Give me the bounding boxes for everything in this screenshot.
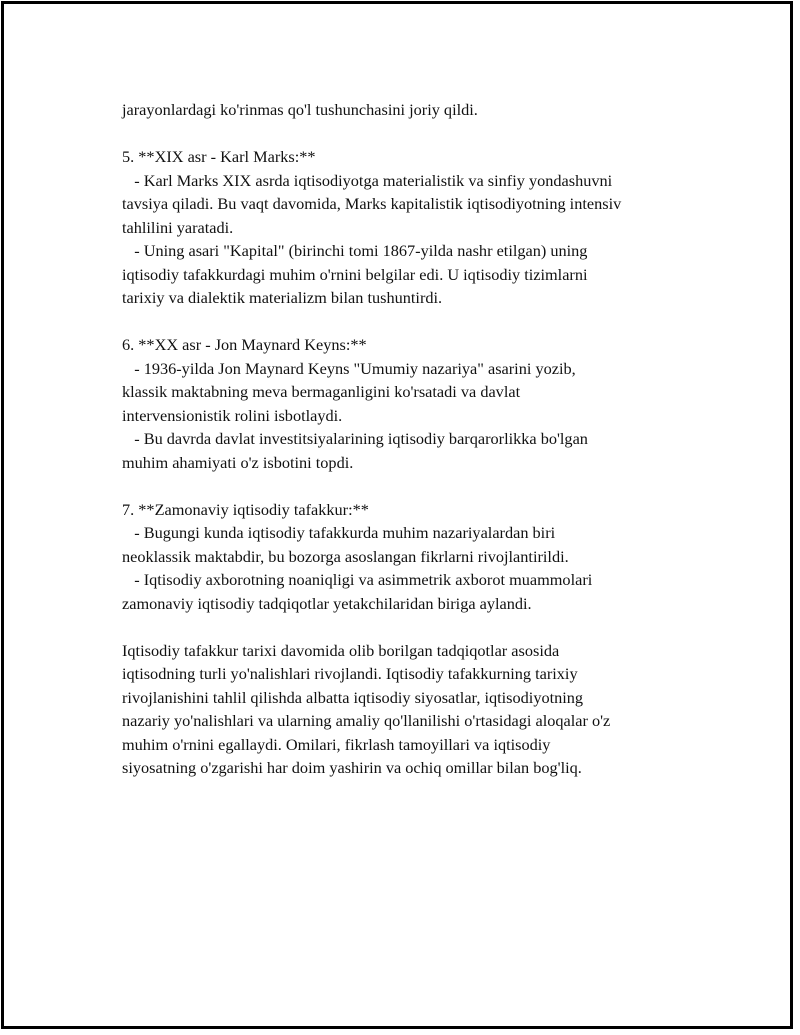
text-line: 6. **XX asr - Jon Maynard Keyns:** [122,335,367,354]
paragraph-gap [122,615,722,639]
text-line: rivojlanishini tahlil qilishda albatta iqtisodiy siyosatlar, iqtisodiyotning [122,687,584,707]
page-frame [1,1,793,1029]
text-line: zamonaviy iqtisodiy tadqiqotlar yetakchilaridan biriga aylandi. [122,593,532,613]
text-line: - Karl Marks XIX asrda iqtisodiyotga materialistik va sinfiy yondashuvni [122,170,613,190]
text-line: - Bu davrda davlat investitsiyalarining iqtisodiy barqarorlikka bo'lgan [122,429,588,448]
text-line: Iqtisodiy tafakkur tarixi davomida olib borilgan tadqiqotlar asosida [122,640,560,660]
text-line: - Bugungi kunda iqtisodiy tafakkurda muhim nazariyalardan biri [122,523,556,542]
text-line: neoklassik maktabdir, bu bozorga asoslangan fikrlarni rivojlantirildi. [122,546,569,566]
paragraph-gap [122,310,722,334]
text-line: siyosatning o'zgarishi har doim yashirin va ochiq omillar bilan bog'liq. [122,758,582,777]
paragraph-gap [122,122,722,146]
text-line: nazariy yo'nalishlari va ularning amaliy qo'llanilishi o'rtasidagi aloqalar o'z [122,711,611,730]
text-line: 5. **XIX asr - Karl Marks:** [122,147,316,166]
text-line: tavsiya qiladi. Bu vaqt davomida, Marks kapitalistik iqtisodiyotning intensiv [122,194,622,213]
text-line: tarixiy va dialektik materializm bilan tushuntirdi. [122,288,443,307]
text-line: 7. **Zamonaviy iqtisodiy tafakkur:** [122,499,369,519]
text-line: tahlilini yaratadi. [122,217,234,237]
document-body [122,98,722,780]
text-line: - Uning asari "Kapital" (birinchi tomi 1867-yilda nashr etilgan) uning [122,241,588,260]
text-line: muhim o'rnini egallaydi. Omilari, fikrlash tamoyillari va iqtisodiy [122,734,551,754]
text-line: iqtisodiy tafakkurdagi muhim o'rnini belgilar edi. U iqtisodiy tizimlarni [122,264,588,284]
text-line: - Iqtisodiy axborotning noaniqligi va asimmetrik axborot muammolari [122,570,593,589]
paragraph-gap [122,474,722,498]
text-line: muhim ahamiyati o'z isbotini topdi. [122,452,354,472]
text-line: iqtisodning turli yo'nalishlari rivojlandi. Iqtisodiy tafakkurning tarixiy [122,664,578,683]
text-line: klassik maktabning meva bermaganligini ko'rsatadi va davlat [122,382,521,401]
text-line: - 1936-yilda Jon Maynard Keyns "Umumiy nazariya" asarini yozib, [122,358,576,378]
text-line: jarayonlardagi ko'rinmas qo'l tushunchasini joriy qildi. [122,100,478,119]
text-line: intervensionistik rolini isbotlaydi. [122,405,343,425]
